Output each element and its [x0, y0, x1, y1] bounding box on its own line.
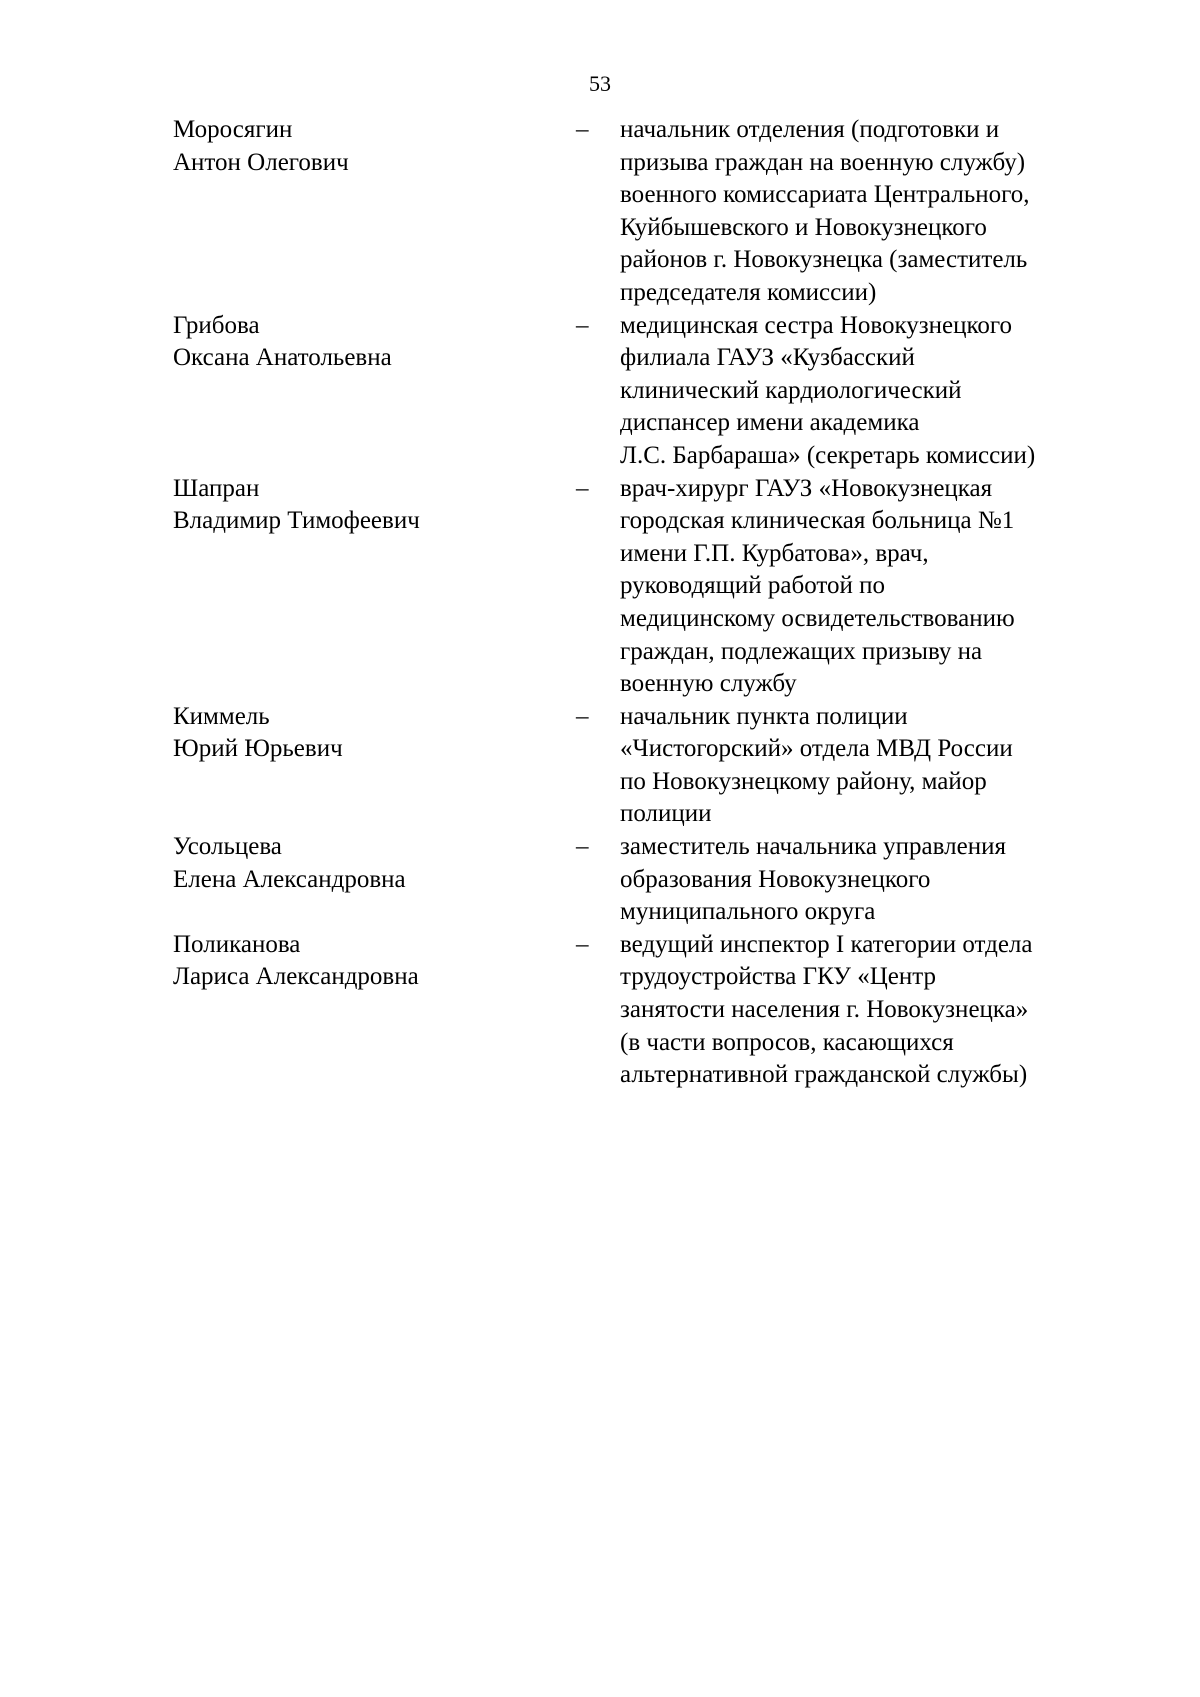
commission-members-list — [173, 114, 1098, 1092]
position-line: районов г. Новокузнецка (заместитель — [620, 246, 1028, 274]
position-line: городская клиническая больница №1 — [620, 507, 1015, 535]
position-line: врач-хирург ГАУЗ «Новокузнецкая — [620, 474, 993, 502]
position-line: клинический кардиологический — [620, 376, 962, 404]
member-given-names: Юрий Юрьевич — [173, 735, 343, 763]
position-line: имени Г.П. Курбатова», врач, — [620, 539, 929, 567]
member-position — [620, 929, 1098, 1092]
member-name — [173, 701, 573, 766]
member-dash: – — [576, 833, 589, 861]
member-given-names: Елена Александровна — [173, 865, 406, 893]
member-dash: – — [576, 930, 589, 958]
position-line: трудоустройства ГКУ «Центр — [620, 963, 936, 991]
member-dash: – — [576, 116, 589, 143]
member-dash: – — [576, 311, 589, 339]
member-dash: – — [576, 702, 589, 730]
member-surname: Поликанова — [173, 930, 301, 958]
member-surname: Моросягин — [173, 116, 293, 143]
member-name — [173, 473, 573, 538]
member-name — [173, 114, 573, 179]
member-surname: Киммель — [173, 702, 270, 730]
member-entry — [173, 701, 1098, 831]
position-line: (в части вопросов, касающихся — [620, 1028, 954, 1056]
member-position — [620, 310, 1098, 473]
position-line: руководящий работой по — [620, 572, 886, 600]
position-line: заместитель начальника управления — [620, 833, 1006, 861]
page-number: 53 — [589, 71, 611, 96]
member-entry — [173, 831, 1098, 929]
position-line: полиции — [620, 800, 712, 828]
member-given-names: Лариса Александровна — [173, 963, 419, 991]
member-given-names: Оксана Анатольевна — [173, 344, 392, 372]
member-given-names: Антон Олегович — [173, 148, 349, 176]
member-surname: Грибова — [173, 311, 260, 339]
position-line: ведущий инспектор I категории отдела — [620, 930, 1033, 958]
member-name — [173, 831, 573, 896]
position-line: по Новокузнецкому району, майор — [620, 767, 987, 795]
position-line: занятости населения г. Новокузнецка» — [620, 996, 1029, 1024]
member-dash: – — [576, 474, 589, 502]
member-entry — [173, 929, 1098, 1092]
position-line: муниципального округа — [620, 898, 876, 926]
member-name — [173, 310, 573, 375]
position-line: граждан, подлежащих призыву на — [620, 637, 983, 665]
member-entry — [173, 114, 1098, 310]
position-line: призыва граждан на военную службу) — [620, 148, 1026, 176]
position-line: начальник пункта полиции — [620, 702, 908, 730]
member-given-names: Владимир Тимофеевич — [173, 507, 420, 535]
position-line: альтернативной гражданской службы) — [620, 1061, 1028, 1089]
position-line: военную службу — [620, 670, 797, 698]
position-line: диспансер имени академика — [620, 409, 920, 437]
position-line: председателя комиссии) — [620, 278, 877, 306]
position-line: военного комиссариата Центрального, — [620, 181, 1030, 209]
position-line: филиала ГАУЗ «Кузбасский — [620, 344, 915, 372]
position-line: медицинскому освидетельствованию — [620, 604, 1015, 632]
position-line: начальник отделения (подготовки и — [620, 116, 1000, 143]
member-position — [620, 114, 1098, 310]
member-entry — [173, 310, 1098, 473]
member-position — [620, 701, 1098, 831]
member-surname: Шапран — [173, 474, 260, 502]
member-position — [620, 473, 1098, 701]
member-position — [620, 831, 1098, 929]
member-name — [173, 929, 573, 994]
position-line: образования Новокузнецкого — [620, 865, 931, 893]
position-line: Куйбышевского и Новокузнецкого — [620, 213, 987, 241]
member-surname: Усольцева — [173, 833, 282, 861]
member-entry — [173, 473, 1098, 701]
position-line: «Чистогорский» отдела МВД России — [620, 735, 1013, 763]
position-line: медицинская сестра Новокузнецкого — [620, 311, 1013, 339]
position-line: Л.С. Барбараша» (секретарь комиссии) — [620, 441, 1036, 469]
